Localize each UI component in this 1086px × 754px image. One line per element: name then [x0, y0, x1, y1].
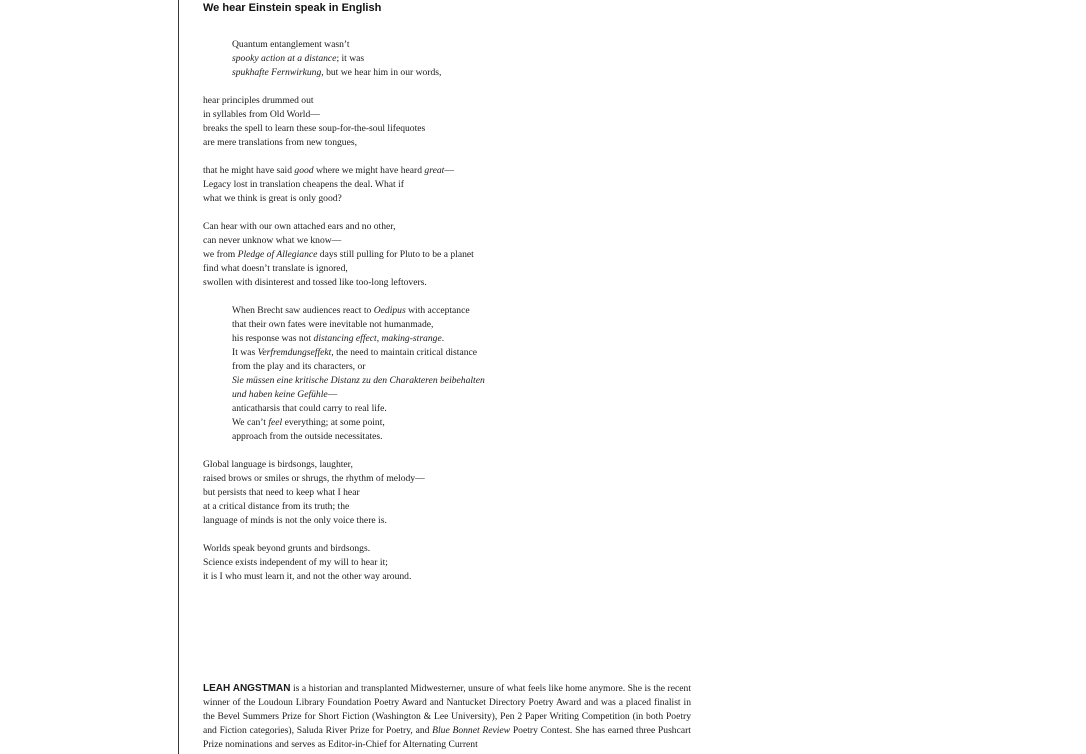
stanza [203, 220, 703, 290]
line-text: . [441, 333, 445, 344]
line-text: anticatharsis that could carry to real life. [232, 403, 387, 414]
line-text: Worlds speak beyond grunts and birdsongs. [203, 543, 371, 554]
line-text: what we think is great is only good? [203, 193, 342, 204]
line-text: that he might have said [203, 165, 295, 176]
line-text: can never unknow what we know— [203, 235, 342, 246]
line-text: It was [232, 347, 258, 358]
poem-line [203, 164, 703, 178]
poem-line [232, 430, 703, 444]
line-text: swollen with disinterest and tossed like too-long leftovers. [203, 277, 427, 288]
page-left-border [178, 0, 179, 754]
poem-line [232, 360, 703, 374]
poem-line [203, 94, 703, 108]
line-text: find what doesn’t translate is ignored, [203, 263, 348, 274]
italic-phrase: Pledge of Allegiance [237, 249, 318, 260]
line-text: we from [203, 249, 238, 260]
line-text: but persists that need to keep what I hear [203, 487, 360, 498]
line-text: language of minds is not the only voice there is. [203, 515, 387, 526]
line-text: in syllables from Old World— [203, 109, 320, 120]
line-text: it is I who must learn it, and not the other way around. [203, 571, 412, 582]
poem-body [203, 38, 703, 598]
line-text: everything; at some point, [282, 417, 385, 428]
bio-text: is a historian and transplanted Midwesterner, unsure of what feels like home anymore. She is the recent winner of the Loudoun Library Foundation Poetry Award and Nantucket Directory Poetry Award and was a placed finalist in the Bevel Summers Prize for Short Fiction (Washington & Lee University), Pen 2 Paper Writing Competition (in both Poetry and Fiction categories), Saluda River Prize for Poetry, and [203, 683, 691, 736]
poem-line [203, 122, 703, 136]
italic-phrase: und haben keine Gefühle [232, 389, 328, 400]
line-text: from the play and its characters, or [232, 361, 366, 372]
line-text: with acceptance [405, 305, 470, 316]
poem-line [203, 486, 703, 500]
poem-line [203, 220, 703, 234]
stanza [203, 542, 703, 584]
line-text: approach from the outside necessitates. [232, 431, 383, 442]
line-text: his response was not [232, 333, 314, 344]
poem-line [203, 108, 703, 122]
line-text: Science exists independent of my will to hear it; [203, 557, 388, 568]
line-text: at a critical distance from its truth; the [203, 501, 350, 512]
poem-line [232, 388, 703, 402]
poem-line [203, 556, 703, 570]
italic-phrase: spooky action at a distance [232, 53, 337, 64]
line-text: — [444, 165, 454, 176]
italic-phrase: spukhafte Fernwirkung [232, 67, 322, 78]
line-text: are mere translations from new tongues, [203, 137, 357, 148]
poem-line [203, 458, 703, 472]
poem-line [203, 192, 703, 206]
poem-line [203, 500, 703, 514]
line-text: We can’t [232, 417, 269, 428]
poem-line [203, 570, 703, 584]
line-text: breaks the spell to learn these soup-for-the-soul lifequotes [203, 123, 426, 134]
poem-title: We hear Einstein speak in English [203, 2, 382, 14]
italic-phrase: Verfremdungseffekt [257, 347, 332, 358]
poem-line [232, 346, 703, 360]
italic-phrase: good [294, 165, 314, 176]
poem-line [203, 248, 703, 262]
poem-line [203, 234, 703, 248]
line-text: where we might have heard [313, 165, 425, 176]
poem-line [203, 136, 703, 150]
bio-text: Poetry Contest. She has earned three Pushcart Prize nominations and serves as Editor-in-Chief for Alternating Current [203, 725, 691, 750]
poem-line [232, 402, 703, 416]
poem-line [203, 514, 703, 528]
poem-line [203, 178, 703, 192]
stanza [203, 458, 703, 528]
stanza [203, 304, 703, 444]
poem-line [232, 66, 703, 80]
poem-line [232, 374, 703, 388]
line-text: days still pulling for Pluto to be a planet [317, 249, 474, 260]
poem-line [203, 542, 703, 556]
italic-phrase: Oedipus [373, 305, 406, 316]
stanza [203, 38, 703, 80]
poem-line [203, 262, 703, 276]
line-text: When Brecht saw audiences react to [232, 305, 374, 316]
line-text: ; it was [336, 53, 365, 64]
italic-phrase: distancing effect, making-strange [313, 333, 442, 344]
line-text: Can hear with our own attached ears and no other, [203, 221, 396, 232]
line-text: , the need to maintain critical distance [331, 347, 478, 358]
line-text: that their own fates were inevitable not humanmade, [232, 319, 434, 330]
author-name: LEAH ANGSTMAN [203, 683, 291, 694]
poem-line [232, 318, 703, 332]
stanza [203, 94, 703, 150]
poem-line [232, 332, 703, 346]
line-text: Legacy lost in translation cheapens the deal. What if [203, 179, 404, 190]
author-bio [203, 682, 691, 752]
stanza [203, 164, 703, 206]
italic-phrase: great [424, 165, 445, 176]
poem-line [203, 276, 703, 290]
line-text: Global language is birdsongs, laughter, [203, 459, 353, 470]
italic-phrase: feel [268, 417, 283, 428]
poem-line [232, 416, 703, 430]
line-text: Quantum entanglement wasn’t [232, 39, 350, 50]
poem-line [232, 52, 703, 66]
line-text: raised brows or smiles or shrugs, the rhythm of melody— [203, 473, 425, 484]
bio-italic: Blue Bonnet Review [432, 725, 511, 736]
italic-phrase: Sie müssen eine kritische Distanz zu den Charakteren beibehalten [232, 375, 485, 386]
poem-line [232, 38, 703, 52]
poem-line [232, 304, 703, 318]
line-text: — [327, 389, 338, 400]
line-text: hear principles drummed out [203, 95, 314, 106]
line-text: , but we hear him in our words, [321, 67, 442, 78]
poem-line [203, 472, 703, 486]
